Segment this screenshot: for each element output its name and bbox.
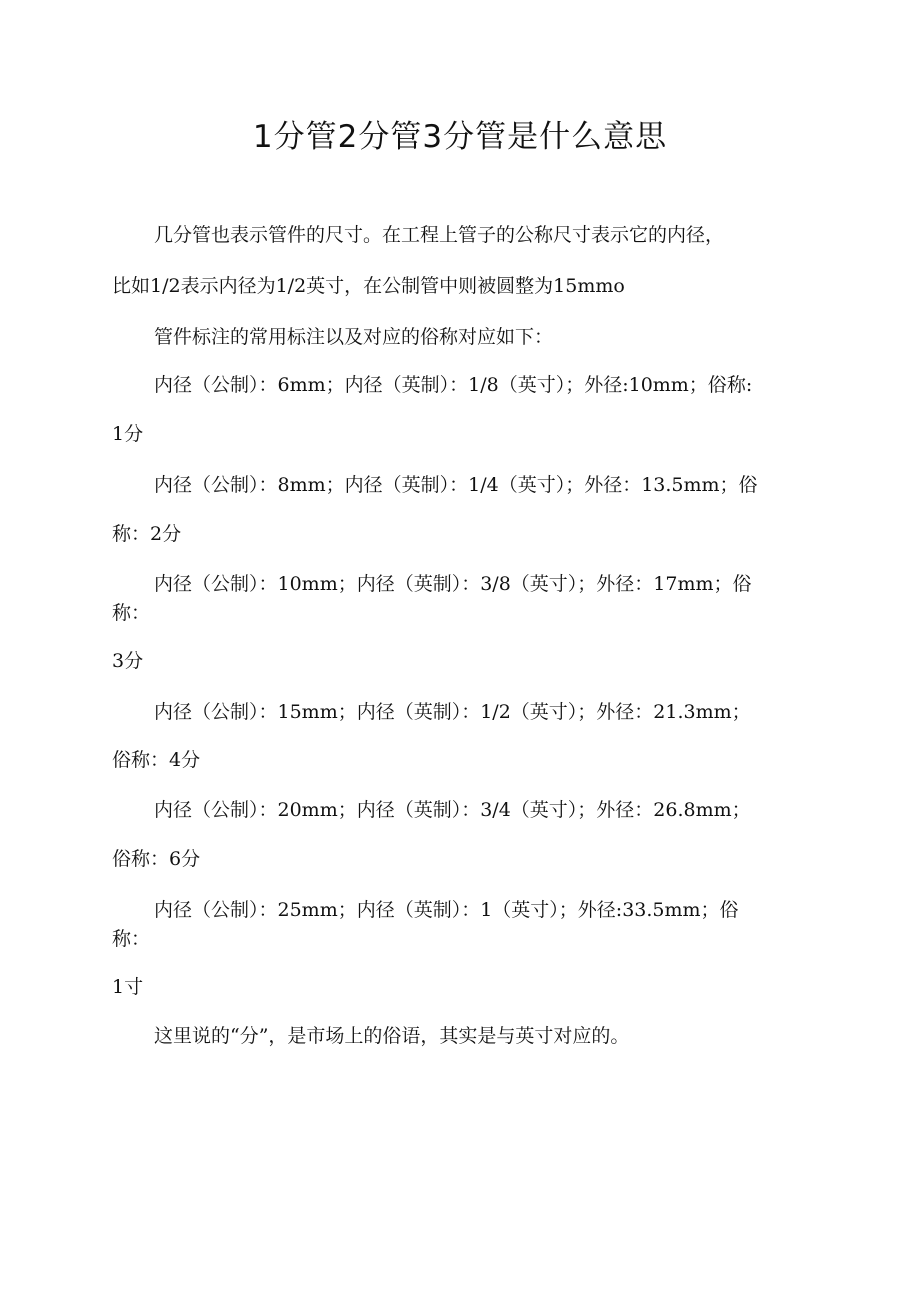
spec-line-1b: 1分 xyxy=(112,423,144,445)
spec-line-5a: 内径（公制）：20mm；内径（英制）：3/4（英寸）；外径：26.8mm； xyxy=(154,799,751,821)
spec-line-5b: 俗称：6分 xyxy=(112,848,201,870)
paragraph-line-3: 管件标注的常用标注以及对应的俗称对应如下： xyxy=(154,326,554,348)
closing-line: 这里说的“分”，是市场上的俗语，其实是与英寸对应的。 xyxy=(154,1025,630,1047)
spec-line-3c: 3分 xyxy=(112,650,144,672)
spec-line-3a: 内径（公制）：10mm；内径（英制）：3/8（英寸）；外径：17mm；俗 xyxy=(154,573,752,595)
paragraph-line-2: 比如1/2表示内径为1/2英寸，在公制管中则被圆整为15mmo xyxy=(112,275,625,297)
spec-line-4b: 俗称：4分 xyxy=(112,749,201,771)
spec-line-3b: 称： xyxy=(112,602,151,624)
spec-line-2a: 内径（公制）：8mm；内径（英制）：1/4（英寸）；外径：13.5mm；俗 xyxy=(154,474,758,496)
spec-line-6b: 称： xyxy=(112,928,151,950)
spec-line-2b: 称：2分 xyxy=(112,523,182,545)
paragraph-line-1: 几分管也表示管件的尺寸。在工程上管子的公称尺寸表示它的内径， xyxy=(154,224,725,246)
spec-line-6a: 内径（公制）：25mm；内径（英制）：1（英寸）；外径:33.5mm；俗 xyxy=(154,899,739,921)
spec-line-6c: 1寸 xyxy=(112,976,144,998)
document-title: 1分管2分管3分管是什么意思 xyxy=(252,119,668,155)
spec-line-4a: 内径（公制）：15mm；内径（英制）：1/2（英寸）；外径：21.3mm； xyxy=(154,701,751,723)
spec-line-1a: 内径（公制）：6mm；内径（英制）：1/8（英寸）；外径:10mm；俗称: xyxy=(154,374,753,396)
